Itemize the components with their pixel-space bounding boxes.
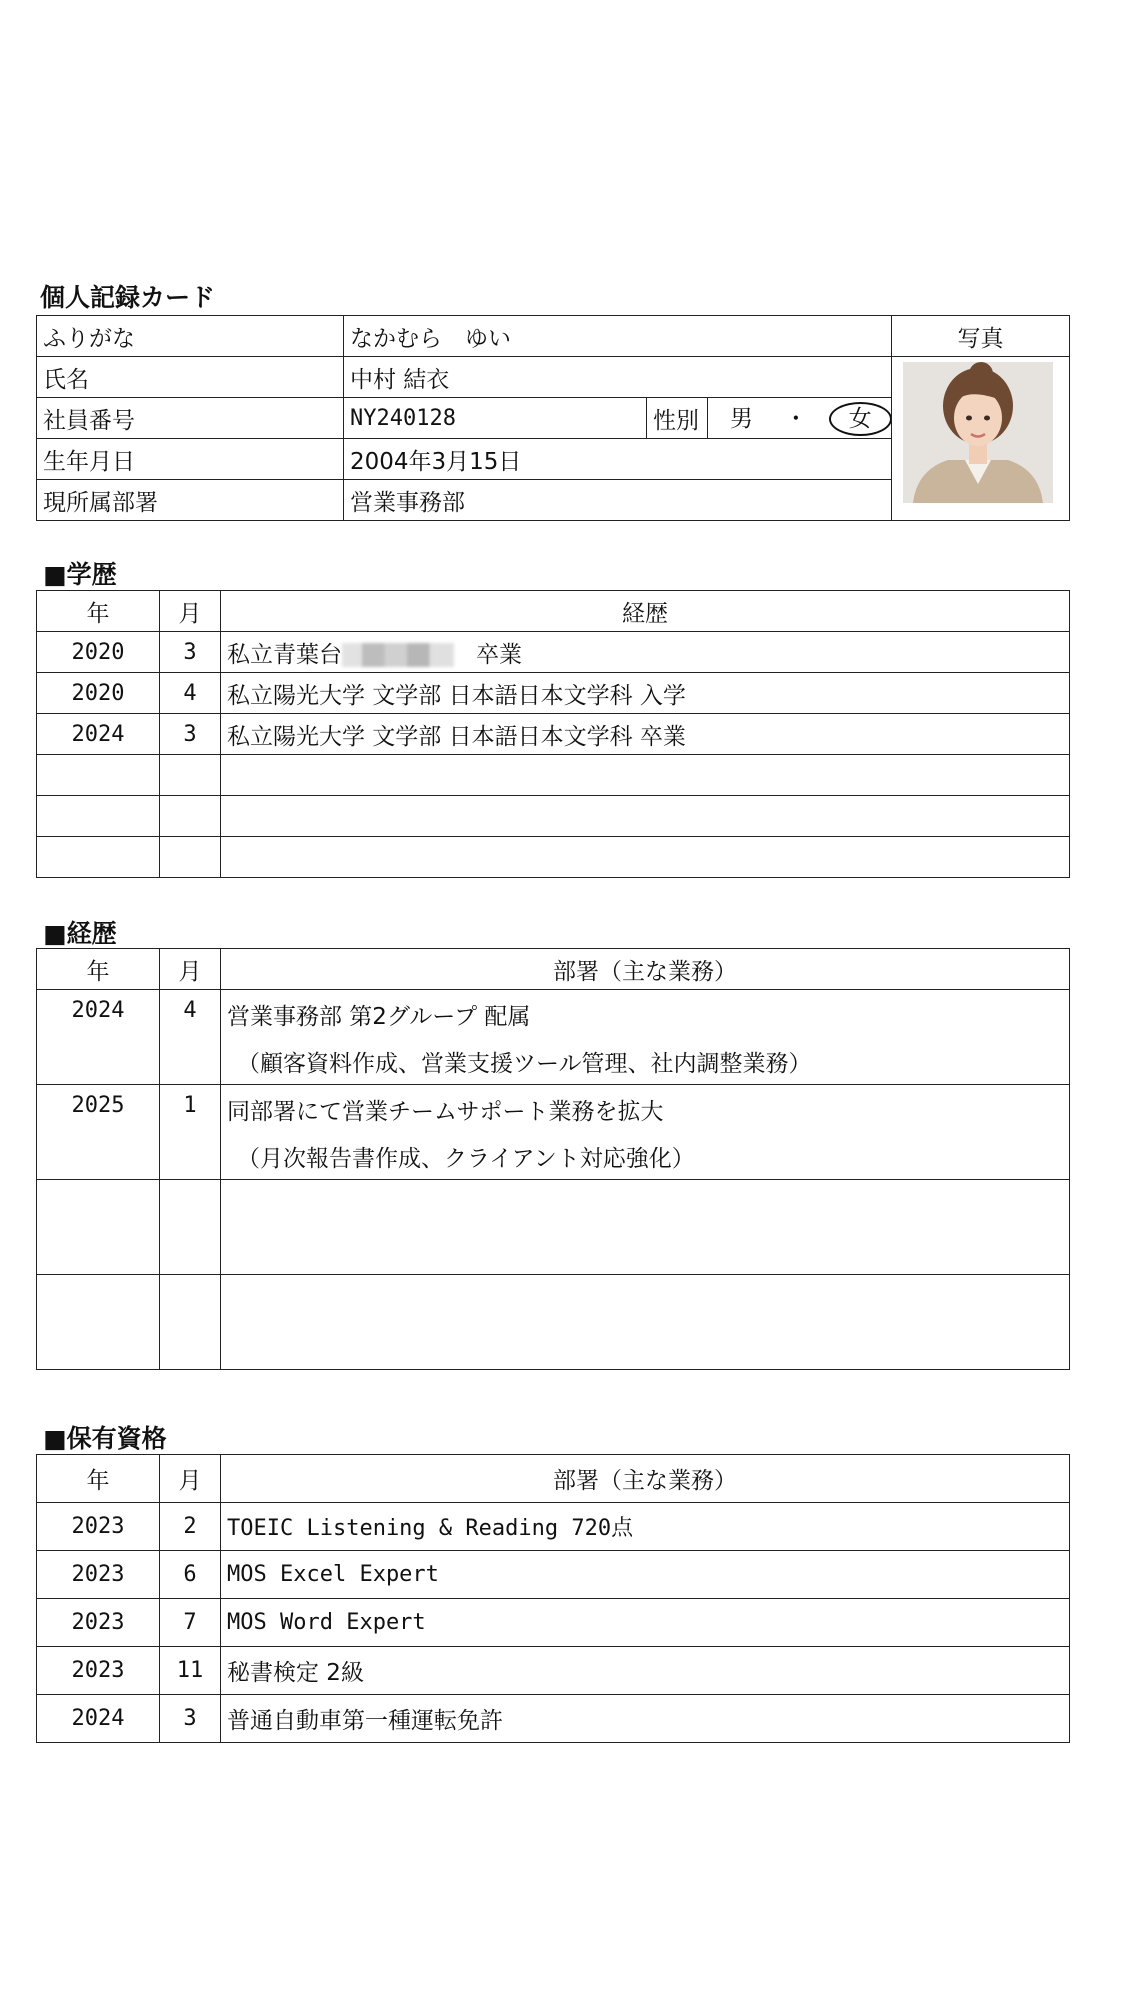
career-month: 1 bbox=[160, 1085, 221, 1180]
career-header-month: 月 bbox=[160, 949, 221, 990]
empty-row bbox=[37, 837, 1070, 878]
qualification-month: 3 bbox=[160, 1695, 221, 1743]
employee-photo bbox=[903, 362, 1053, 503]
qualification-text: 秘書検定 2級 bbox=[221, 1647, 1070, 1695]
employee-no-label: 社員番号 bbox=[37, 398, 344, 439]
table-row bbox=[37, 1695, 1070, 1743]
gender-female-selected: 女 bbox=[829, 402, 892, 436]
furigana-label: ふりがな bbox=[37, 316, 344, 357]
qualification-text: TOEIC Listening & Reading 720点 bbox=[221, 1503, 1070, 1551]
table-row bbox=[37, 1551, 1070, 1599]
table-row bbox=[37, 990, 1070, 1085]
education-year: 2024 bbox=[37, 714, 160, 755]
qualification-text: MOS Excel Expert bbox=[221, 1551, 1070, 1599]
career-year: 2025 bbox=[37, 1085, 160, 1180]
qualification-year: 2023 bbox=[37, 1599, 160, 1647]
qualification-text: MOS Word Expert bbox=[221, 1599, 1070, 1647]
career-line2: （顧客資料作成、営業支援ツール管理、社内調整業務） bbox=[237, 1051, 812, 1077]
career-table bbox=[36, 948, 1070, 1370]
education-header-year: 年 bbox=[37, 591, 160, 632]
education-header-month: 月 bbox=[160, 591, 221, 632]
birthdate-label: 生年月日 bbox=[37, 439, 344, 480]
empty-row bbox=[37, 796, 1070, 837]
qualifications-header-month: 月 bbox=[160, 1455, 221, 1503]
gender-separator: ・ bbox=[784, 406, 808, 432]
education-month: 3 bbox=[160, 714, 221, 755]
table-row bbox=[37, 1085, 1070, 1180]
employee-no-value: NY240128 bbox=[344, 398, 647, 439]
qualifications-heading: ■保有資格 bbox=[43, 1424, 167, 1453]
education-text-after: 卒業 bbox=[476, 641, 522, 668]
education-header-history: 経歴 bbox=[221, 591, 1070, 632]
portrait-image bbox=[903, 362, 1053, 503]
career-header-department: 部署（主な業務） bbox=[221, 949, 1070, 990]
table-row bbox=[37, 1647, 1070, 1695]
document-title: 個人記録カード bbox=[40, 283, 216, 312]
gender-male: 男 bbox=[730, 406, 753, 432]
education-month: 3 bbox=[160, 632, 221, 673]
qualification-year: 2023 bbox=[37, 1551, 160, 1599]
qualifications-header-detail: 部署（主な業務） bbox=[221, 1455, 1070, 1503]
education-text bbox=[221, 632, 1070, 673]
education-text-before: 私立青葉台 bbox=[227, 641, 342, 668]
qualification-year: 2023 bbox=[37, 1503, 160, 1551]
birthdate-value: 2004年3月15日 bbox=[344, 439, 892, 480]
redacted-blur bbox=[342, 643, 454, 667]
career-header-year: 年 bbox=[37, 949, 160, 990]
empty-row bbox=[37, 1275, 1070, 1370]
empty-row bbox=[37, 755, 1070, 796]
photo-label: 写真 bbox=[892, 316, 1070, 357]
qualification-year: 2024 bbox=[37, 1695, 160, 1743]
gender-options bbox=[708, 398, 892, 439]
career-heading: ■経歴 bbox=[43, 919, 117, 948]
qualification-month: 7 bbox=[160, 1599, 221, 1647]
gender-label: 性別 bbox=[647, 398, 708, 439]
education-table bbox=[36, 590, 1070, 878]
name-label: 氏名 bbox=[37, 357, 344, 398]
table-row bbox=[37, 714, 1070, 755]
qualifications-header-year: 年 bbox=[37, 1455, 160, 1503]
qualification-year: 2023 bbox=[37, 1647, 160, 1695]
name-value: 中村 結衣 bbox=[344, 357, 892, 398]
qualification-text: 普通自動車第一種運転免許 bbox=[221, 1695, 1070, 1743]
table-row bbox=[37, 632, 1070, 673]
education-text: 私立陽光大学 文学部 日本語日本文学科 卒業 bbox=[221, 714, 1070, 755]
career-line2: （月次報告書作成、クライアント対応強化） bbox=[237, 1146, 695, 1172]
education-heading: ■学歴 bbox=[43, 560, 117, 589]
education-month: 4 bbox=[160, 673, 221, 714]
table-row bbox=[37, 1599, 1070, 1647]
qualification-month: 2 bbox=[160, 1503, 221, 1551]
department-label: 現所属部署 bbox=[37, 480, 344, 521]
education-year: 2020 bbox=[37, 632, 160, 673]
empty-row bbox=[37, 1180, 1070, 1275]
qualification-month: 6 bbox=[160, 1551, 221, 1599]
career-line1: 営業事務部 第2グループ 配属 bbox=[227, 1004, 531, 1030]
table-row bbox=[37, 673, 1070, 714]
department-value: 営業事務部 bbox=[344, 480, 892, 521]
furigana-value: なかむら ゆい bbox=[344, 316, 892, 357]
career-entry bbox=[221, 990, 1070, 1085]
qualifications-table bbox=[36, 1454, 1070, 1743]
career-line1: 同部署にて営業チームサポート業務を拡大 bbox=[227, 1099, 664, 1125]
career-month: 4 bbox=[160, 990, 221, 1085]
career-year: 2024 bbox=[37, 990, 160, 1085]
qualification-month: 11 bbox=[160, 1647, 221, 1695]
table-row bbox=[37, 1503, 1070, 1551]
career-entry bbox=[221, 1085, 1070, 1180]
education-text: 私立陽光大学 文学部 日本語日本文学科 入学 bbox=[221, 673, 1070, 714]
education-year: 2020 bbox=[37, 673, 160, 714]
